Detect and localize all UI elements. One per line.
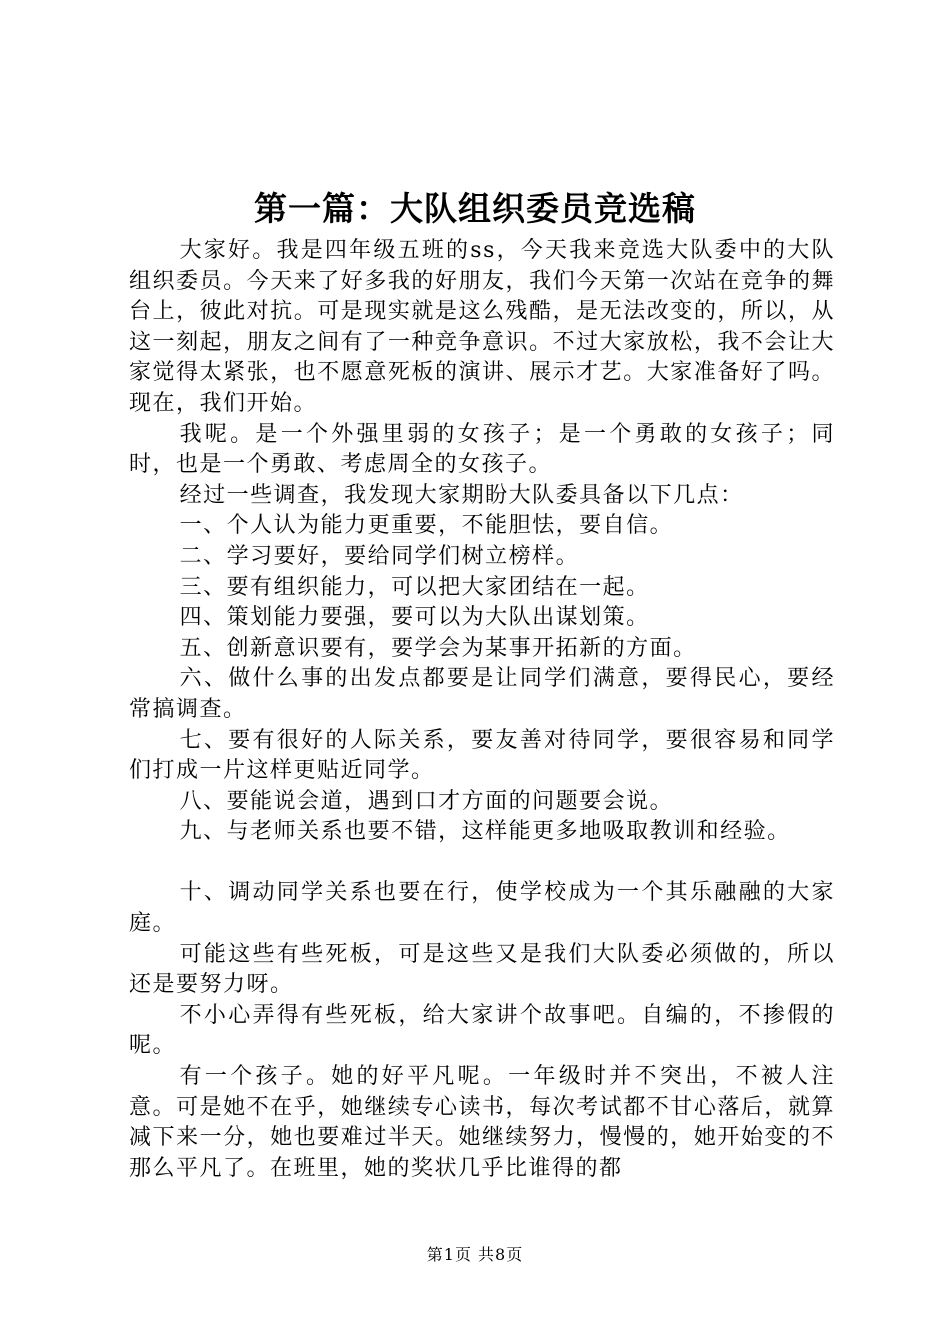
paragraph-intro: 大家好。我是四年级五班的ss，今天我来竞选大队委中的大队组织委员。今天来了好多我的好朋友，我们今天第一次站在竞争的舞台上，彼此对抗。可是现实就是这么残酷，是无法改变的，所以，从这一刻起，朋友之间有了一种竞争意识。不过大家放松，我不会让大家觉得太紧张，也不愿意死板的演讲、展示才艺。大家准备好了吗。现在，我们开始。	[129, 238, 835, 416]
list-item-5: 五、创新意识要有，要学会为某事开拓新的方面。	[179, 635, 697, 661]
list-item-7: 七、要有很好的人际关系，要友善对待同学，要很容易和同学们打成一片这样更贴近同学。	[129, 727, 835, 784]
paragraph-conclusion: 可能这些有些死板，可是这些又是我们大队委必须做的，所以还是要努力呀。	[129, 941, 835, 998]
list-item-2: 二、学习要好，要给同学们树立榜样。	[179, 543, 580, 569]
page-indicator: 第1页 共8页	[426, 1245, 524, 1264]
paragraph-story: 有一个孩子。她的好平凡呢。一年级时并不突出，不被人注意。可是她不在乎，她继续专心读书，每次考试都不甘心落后，就算减下来一分，她也要难过半天。她继续努力，慢慢的，她开始变的不那么平凡了。在班里，她的奖状几乎比谁得的都	[129, 1064, 835, 1181]
paragraph-survey-intro: 经过一些调查，我发现大家期盼大队委具备以下几点：	[179, 482, 744, 508]
paragraph-story-intro: 不小心弄得有些死板，给大家讲个故事吧。自编的，不掺假的呢。	[129, 1002, 835, 1059]
paragraph-self-description: 我呢。是一个外强里弱的女孩子；是一个勇敢的女孩子；同时，也是一个勇敢、考虑周全的女孩子。	[129, 421, 835, 478]
list-item-9: 九、与老师关系也要不错，这样能更多地吸取教训和经验。	[179, 819, 791, 845]
list-item-8: 八、要能说会道，遇到口才方面的问题要会说。	[179, 788, 674, 814]
document-title: 第一篇：大队组织委员竞选稿	[254, 189, 696, 228]
list-item-3: 三、要有组织能力，可以把大家团结在一起。	[179, 574, 650, 600]
list-item-10: 十、调动同学关系也要在行，使学校成为一个其乐融融的大家庭。	[129, 880, 835, 937]
list-item-6: 六、做什么事的出发点都要是让同学们满意，要得民心，要经常搞调查。	[129, 666, 835, 722]
document-body	[129, 236, 835, 1184]
list-item-4: 四、策划能力要强，要可以为大队出谋划策。	[179, 605, 650, 631]
list-item-1: 一、个人认为能力更重要，不能胆怯，要自信。	[179, 513, 674, 539]
